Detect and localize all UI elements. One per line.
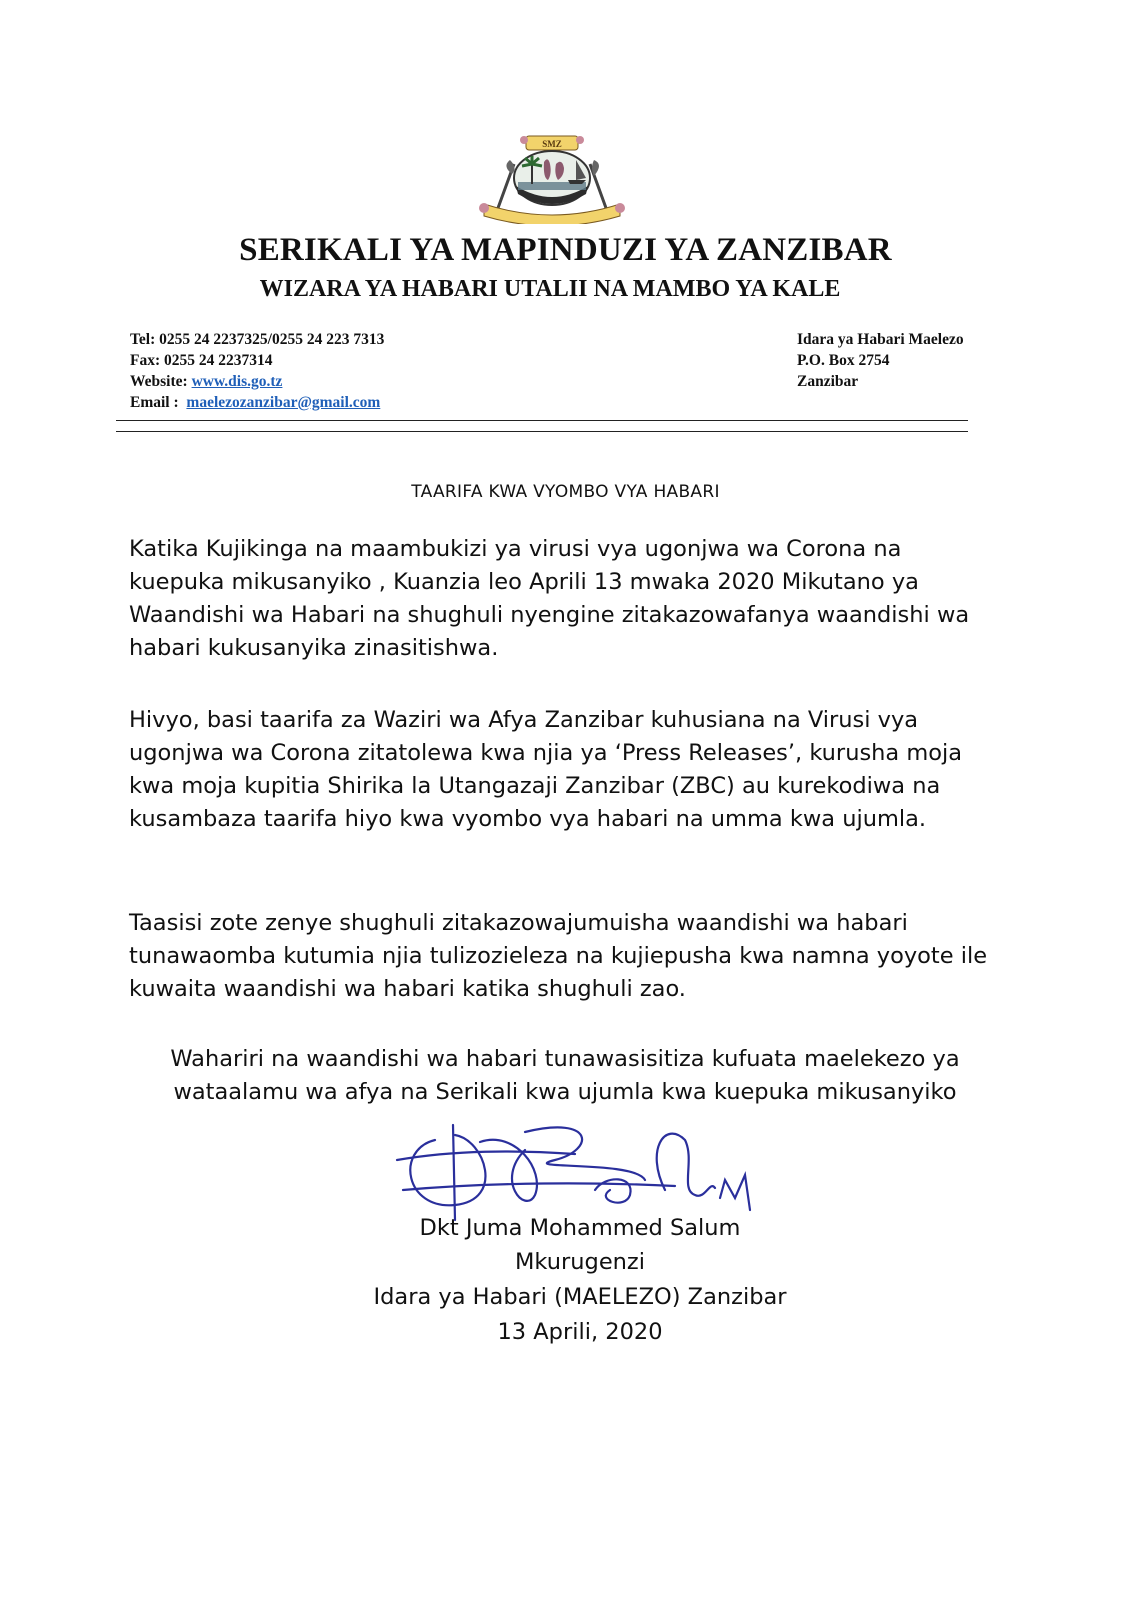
letterhead-divider-bottom	[116, 431, 968, 432]
telephone: Tel: 0255 24 2237325/0255 24 223 7313	[130, 331, 385, 348]
email-label: Email :	[130, 394, 179, 411]
closing-paragraph: Wahariri na waandishi wa habari tunawasisitiza kufuata maelekezo ya wataalamu wa afya na Serikali kwa ujumla kwa kuepuka mikusanyiko	[170, 1046, 960, 1105]
body-paragraph: Katika Kujikinga na maambukizi ya virusi vya ugonjwa wa Corona na kuepuka mikusanyiko , Kuanzia leo Aprili 13 mwaka 2020 Mikutano ya Waandishi wa Habari na shughuli nyengine zitakazowafanya waandishi wa habari kukusanyika zinasitishwa.	[129, 536, 970, 661]
letterhead-divider-top	[116, 420, 968, 421]
document-date: 13 Aprili, 2020	[497, 1319, 663, 1345]
website-row	[130, 371, 384, 392]
ministry-title: WIZARA YA HABARI UTALII NA MAMBO YA KALE	[259, 276, 841, 302]
website-label: Website:	[130, 373, 188, 390]
body-paragraph: Hivyo, basi taarifa za Waziri wa Afya Zanzibar kuhusiana na Virusi vya ugonjwa wa Corona zitatolewa kwa njia ya ‘Press Releases’, kurusha moja kwa moja kupitia Shirika la Utangazaji Zanzibar (ZBC) au kurekodiwa na kusambaza taarifa hiyo kwa vyombo vya habari na umma kwa ujumla.	[129, 707, 963, 832]
fax: Fax: 0255 24 2237314	[130, 352, 273, 369]
signatory-department: Idara ya Habari (MAELEZO) Zanzibar	[373, 1284, 787, 1310]
signatory-title: Mkurugenzi	[515, 1249, 645, 1275]
website-link[interactable]: www.dis.go.tz	[191, 373, 283, 390]
svg-text:SMZ: SMZ	[542, 139, 562, 149]
postal-address	[797, 329, 964, 392]
department-name: Idara ya Habari Maelezo	[797, 331, 964, 348]
email-link[interactable]: maelezozanzibar@gmail.com	[186, 394, 381, 411]
signatory-name: Dkt Juma Mohammed Salum	[419, 1215, 741, 1241]
zanzibar-coat-of-arms-icon	[468, 128, 636, 224]
city: Zanzibar	[797, 373, 859, 390]
body-paragraph: Taasisi zote zenye shughuli zitakazowajumuisha waandishi wa habari tunawaomba kutumia njia tulizozieleza na kujiepusha kwa namna yoyote ile kuwaita waandishi wa habari katika shughuli zao.	[129, 910, 988, 1002]
coat-of-arms-emblem	[468, 128, 636, 224]
organization-title: SERIKALI YA MAPINDUZI YA ZANZIBAR	[239, 232, 892, 268]
contact-details	[130, 329, 384, 413]
email-row	[130, 392, 384, 413]
po-box: P.O. Box 2754	[797, 352, 890, 369]
document-heading: TAARIFA KWA VYOMBO VYA HABARI	[411, 482, 720, 502]
